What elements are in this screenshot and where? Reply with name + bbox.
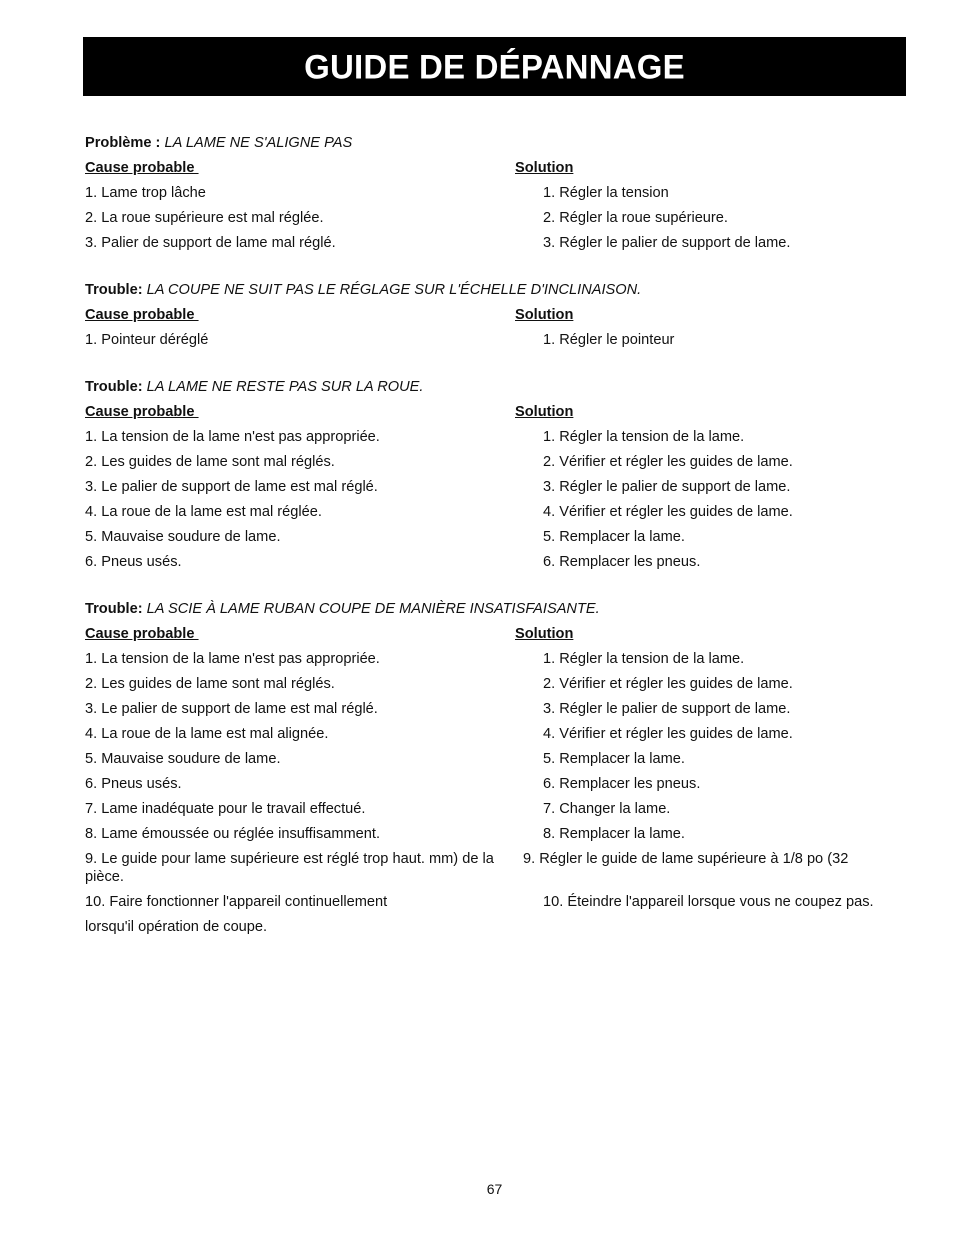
solution-header: Solution <box>515 626 574 642</box>
table-row <box>85 747 915 772</box>
column-headers <box>85 156 915 181</box>
page-number: 67 <box>486 1181 503 1197</box>
cause-item: 1. La tension de la lame n'est pas appropriée. <box>85 651 380 667</box>
cause-item: lorsqu'il opération de coupe. <box>85 919 268 935</box>
problem-text: LA LAME NE S'ALIGNE PAS <box>164 135 353 151</box>
cause-item: 4. La roue de la lame est mal réglée. <box>85 504 322 520</box>
solution-item: 8. Remplacer la lame. <box>543 826 685 842</box>
solution-item: 5. Remplacer la lame. <box>543 529 685 545</box>
column-headers <box>85 303 915 328</box>
cause-item: 1. Pointeur déréglé <box>85 332 209 348</box>
cause-item: 3. Palier de support de lame mal réglé. <box>85 235 336 251</box>
problem-line <box>85 131 915 156</box>
solution-item: 10. Éteindre l'appareil lorsque vous ne coupez pas. <box>543 894 874 910</box>
trouble-section <box>85 597 915 940</box>
solution-item: 4. Vérifier et régler les guides de lame. <box>543 726 793 742</box>
cause-item: 3. Le palier de support de lame est mal réglé. <box>85 701 378 717</box>
problem-label: Problème : <box>85 135 161 151</box>
solution-item: 2. Régler la roue supérieure. <box>543 210 728 226</box>
cause-item: 5. Mauvaise soudure de lame. <box>85 751 281 767</box>
cause-item: 2. Les guides de lame sont mal réglés. <box>85 676 335 692</box>
cause-header: Cause probable <box>85 160 199 176</box>
cause-item: 3. Le palier de support de lame est mal réglé. <box>85 479 378 495</box>
cause-item: 2. La roue supérieure est mal réglée. <box>85 210 324 226</box>
cause-item: 10. Faire fonctionner l'appareil continuellement <box>85 894 388 910</box>
table-row <box>85 822 915 847</box>
cause-item: 6. Pneus usés. <box>85 554 182 570</box>
trouble-section <box>85 131 915 256</box>
table-row <box>85 550 915 575</box>
trouble-section <box>85 278 915 353</box>
table-row <box>85 181 915 206</box>
table-row <box>85 697 915 722</box>
table-row <box>85 722 915 747</box>
solution-item: 1. Régler la tension <box>543 185 669 201</box>
cause-header: Cause probable <box>85 626 199 642</box>
solution-item: 3. Régler le palier de support de lame. <box>543 235 791 251</box>
solution-item: 4. Vérifier et régler les guides de lame. <box>543 504 793 520</box>
table-row <box>85 672 915 697</box>
solution-item: 1. Régler la tension de la lame. <box>543 651 745 667</box>
cause-item: 4. La roue de la lame est mal alignée. <box>85 726 329 742</box>
column-headers <box>85 622 915 647</box>
problem-line <box>85 597 915 622</box>
cause-item: 1. Lame trop lâche <box>85 185 206 201</box>
table-row <box>85 915 915 940</box>
cause-item: 6. Pneus usés. <box>85 776 182 792</box>
table-row <box>85 328 915 353</box>
table-row <box>85 772 915 797</box>
problem-label: Trouble: <box>85 379 143 395</box>
table-row <box>85 797 915 822</box>
solution-header: Solution <box>515 307 574 323</box>
problem-line <box>85 375 915 400</box>
cause-item: 9. Le guide pour lame supérieure est réglé trop haut. mm) de la pièce. <box>85 851 494 885</box>
table-row <box>85 847 915 890</box>
table-row <box>85 231 915 256</box>
cause-header: Cause probable <box>85 307 199 323</box>
cause-item: 7. Lame inadéquate pour le travail effectué. <box>85 801 366 817</box>
table-row <box>85 647 915 672</box>
cause-item: 8. Lame émoussée ou réglée insuffisamment. <box>85 826 381 842</box>
solution-item: 2. Vérifier et régler les guides de lame. <box>543 454 793 470</box>
problem-line <box>85 278 915 303</box>
trouble-section <box>85 375 915 575</box>
problem-label: Trouble: <box>85 601 143 617</box>
cause-header: Cause probable <box>85 404 199 420</box>
solution-item: 9. Régler le guide de lame supérieure à 1/8 po (32 <box>523 851 849 867</box>
cause-item: 5. Mauvaise soudure de lame. <box>85 529 281 545</box>
page-title: GUIDE DE DÉPANNAGE <box>304 46 685 86</box>
title-banner <box>83 37 906 96</box>
column-headers <box>85 400 915 425</box>
problem-label: Trouble: <box>85 282 143 298</box>
problem-text: LA SCIE À LAME RUBAN COUPE DE MANIÈRE INSATISFAISANTE. <box>146 601 600 617</box>
cause-item: 2. Les guides de lame sont mal réglés. <box>85 454 335 470</box>
table-row <box>85 475 915 500</box>
table-row <box>85 500 915 525</box>
table-row <box>85 525 915 550</box>
solution-header: Solution <box>515 160 574 176</box>
solution-item: 2. Vérifier et régler les guides de lame. <box>543 676 793 692</box>
solution-item: 7. Changer la lame. <box>543 801 671 817</box>
solution-header: Solution <box>515 404 574 420</box>
solution-item: 6. Remplacer les pneus. <box>543 554 701 570</box>
table-row <box>85 450 915 475</box>
solution-item: 3. Régler le palier de support de lame. <box>543 701 791 717</box>
table-row <box>85 890 915 915</box>
cause-item: 1. La tension de la lame n'est pas appropriée. <box>85 429 380 445</box>
solution-item: 1. Régler le pointeur <box>543 332 675 348</box>
problem-text: LA COUPE NE SUIT PAS LE RÉGLAGE SUR L'ÉCHELLE D'INCLINAISON. <box>146 282 642 298</box>
table-row <box>85 206 915 231</box>
solution-item: 1. Régler la tension de la lame. <box>543 429 745 445</box>
solution-item: 5. Remplacer la lame. <box>543 751 685 767</box>
problem-text: LA LAME NE RESTE PAS SUR LA ROUE. <box>146 379 424 395</box>
troubleshooting-content <box>85 131 915 962</box>
table-row <box>85 425 915 450</box>
solution-item: 6. Remplacer les pneus. <box>543 776 701 792</box>
solution-item <box>515 915 915 940</box>
solution-item: 3. Régler le palier de support de lame. <box>543 479 791 495</box>
